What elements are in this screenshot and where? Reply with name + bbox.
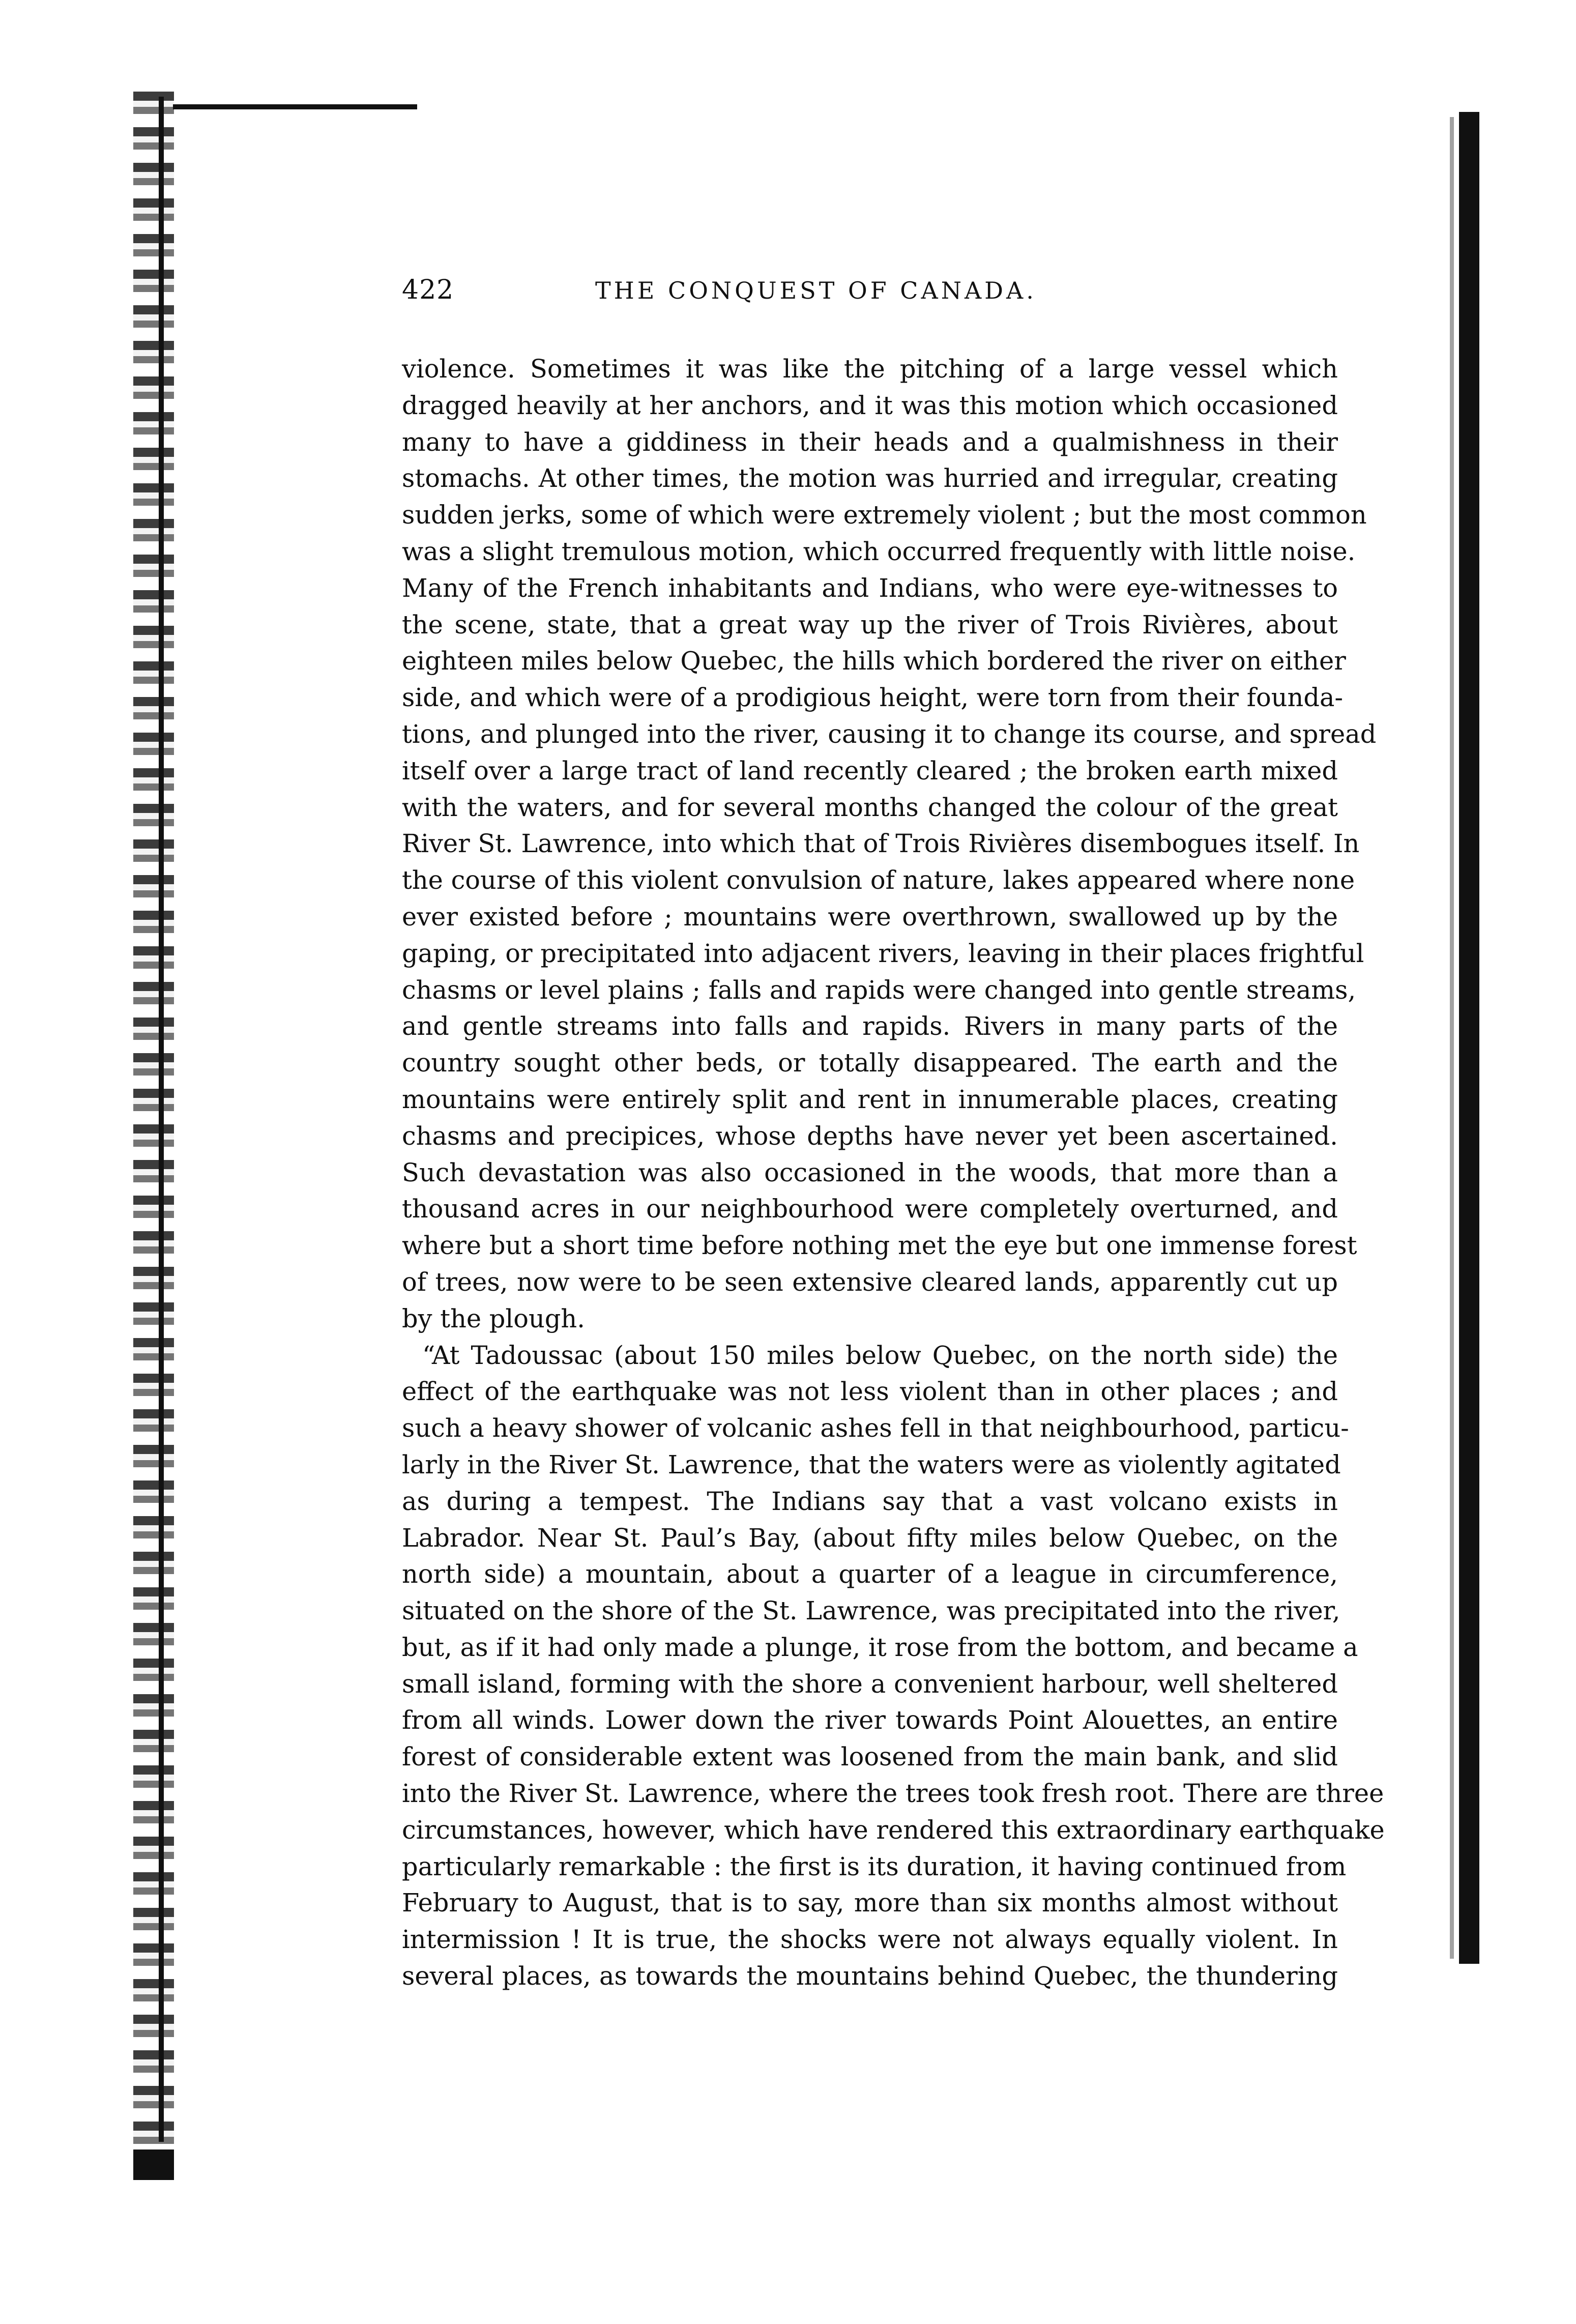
text-line: the course of this violent convulsion of nature, lakes appeared where none [402, 865, 1355, 895]
scan-right-edge [1459, 112, 1479, 1964]
text-line: several places, as towards the mountains behind Quebec, the thundering [402, 1961, 1338, 1991]
text-line: mountains were entirely split and rent in innumerable places, creating [402, 1084, 1338, 1114]
running-head [402, 275, 1338, 315]
text-line: north side) a mountain, about a quarter of a league in circumference, [402, 1559, 1338, 1589]
text-line: the scene, state, that a great way up the river of Trois Rivières, about [402, 609, 1338, 640]
text-line: River St. Lawrence, into which that of Trois Rivières disembogues itself. In [402, 829, 1360, 859]
text-line: of trees, now were to be seen extensive cleared lands, apparently cut up [402, 1267, 1338, 1297]
text-line: was a slight tremulous motion, which occurred frequently with little noise. [402, 536, 1356, 566]
text-line: thousand acres in our neighbourhood were completely overturned, and [402, 1194, 1338, 1224]
text-line: eighteen miles below Quebec, the hills which bordered the river on either [402, 646, 1346, 676]
text-line: side, and which were of a prodigious height, were torn from their founda- [402, 683, 1344, 713]
text-line: larly in the River St. Lawrence, that the waters were as violently agitated [402, 1449, 1341, 1479]
text-line: forest of considerable extent was loosened from the main bank, and slid [402, 1742, 1338, 1772]
text-line: tions, and plunged into the river, causing it to change its course, and spread [402, 719, 1377, 749]
scan-bottom-corner [133, 2149, 174, 2180]
text-line: Many of the French inhabitants and Indians, who were eye-witnesses to [402, 573, 1338, 603]
text-line: as during a tempest. The Indians say that a vast volcano exists in [402, 1486, 1338, 1516]
text-line: Such devastation was also occasioned in the woods, that more than a [402, 1157, 1338, 1187]
text-line: small island, forming with the shore a convenient harbour, well sheltered [402, 1669, 1338, 1699]
text-line: sudden jerks, some of which were extremely violent ; but the most common [402, 500, 1367, 530]
text-line: but, as if it had only made a plunge, it rose from the bottom, and became a [402, 1632, 1358, 1662]
scan-binding-shadow [133, 92, 174, 2172]
text-line: with the waters, and for several months changed the colour of the great [402, 792, 1338, 822]
text-line: where but a short time before nothing met the eye but one immense forest [402, 1231, 1357, 1261]
text-line: itself over a large tract of land recently cleared ; the broken earth mixed [402, 756, 1338, 786]
text-line: intermission ! It is true, the shocks were not always equally violent. In [402, 1925, 1338, 1955]
text-line: from all winds. Lower down the river towards Point Alouettes, an entire [402, 1705, 1338, 1735]
text-line: chasms and precipices, whose depths have never yet been ascertained. [402, 1121, 1338, 1151]
text-line: by the plough. [402, 1303, 585, 1333]
text-line: dragged heavily at her anchors, and it was this motion which occasioned [402, 390, 1338, 420]
scan-right-shadow [1450, 117, 1454, 1959]
text-line: stomachs. At other times, the motion was hurried and irregular, creating [402, 463, 1338, 493]
scan-binding-line [159, 97, 164, 2142]
running-title: THE CONQUEST OF CANADA. [595, 277, 1037, 304]
body-text [402, 351, 1385, 1995]
text-line: situated on the shore of the St. Lawrence, was precipitated into the river, [402, 1596, 1340, 1626]
text-line: chasms or level plains ; falls and rapids were changed into gentle streams, [402, 975, 1356, 1005]
text-line: such a heavy shower of volcanic ashes fell in that neighbourhood, particu- [402, 1413, 1349, 1443]
text-line: and gentle streams into falls and rapids. Rivers in many parts of the [402, 1011, 1338, 1041]
text-line: Labrador. Near St. Paul’s Bay, (about fifty miles below Quebec, on the [402, 1523, 1338, 1553]
scan-top-edge [173, 104, 417, 109]
text-line: ever existed before ; mountains were overthrown, swallowed up by the [402, 902, 1338, 932]
text-line: violence. Sometimes it was like the pitching of a large vessel which [402, 354, 1338, 384]
page-number: 422 [402, 275, 454, 305]
text-line: particularly remarkable : the first is its duration, it having continued from [402, 1851, 1347, 1881]
text-line: circumstances, however, which have rendered this extraordinary earthquake [402, 1815, 1385, 1845]
text-line: gaping, or precipitated into adjacent rivers, leaving in their places frightful [402, 938, 1364, 968]
text-line: into the River St. Lawrence, where the trees took fresh root. There are three [402, 1779, 1384, 1809]
text-line: country sought other beds, or totally disappeared. The earth and the [402, 1048, 1338, 1078]
text-line: February to August, that is to say, more than six months almost without [402, 1888, 1338, 1918]
text-line: “At Tadoussac (about 150 miles below Quebec, on the north side) the [422, 1340, 1338, 1370]
text-line: many to have a giddiness in their heads and a qualmishness in their [402, 427, 1338, 457]
text-line: effect of the earthquake was not less violent than in other places ; and [402, 1377, 1338, 1407]
